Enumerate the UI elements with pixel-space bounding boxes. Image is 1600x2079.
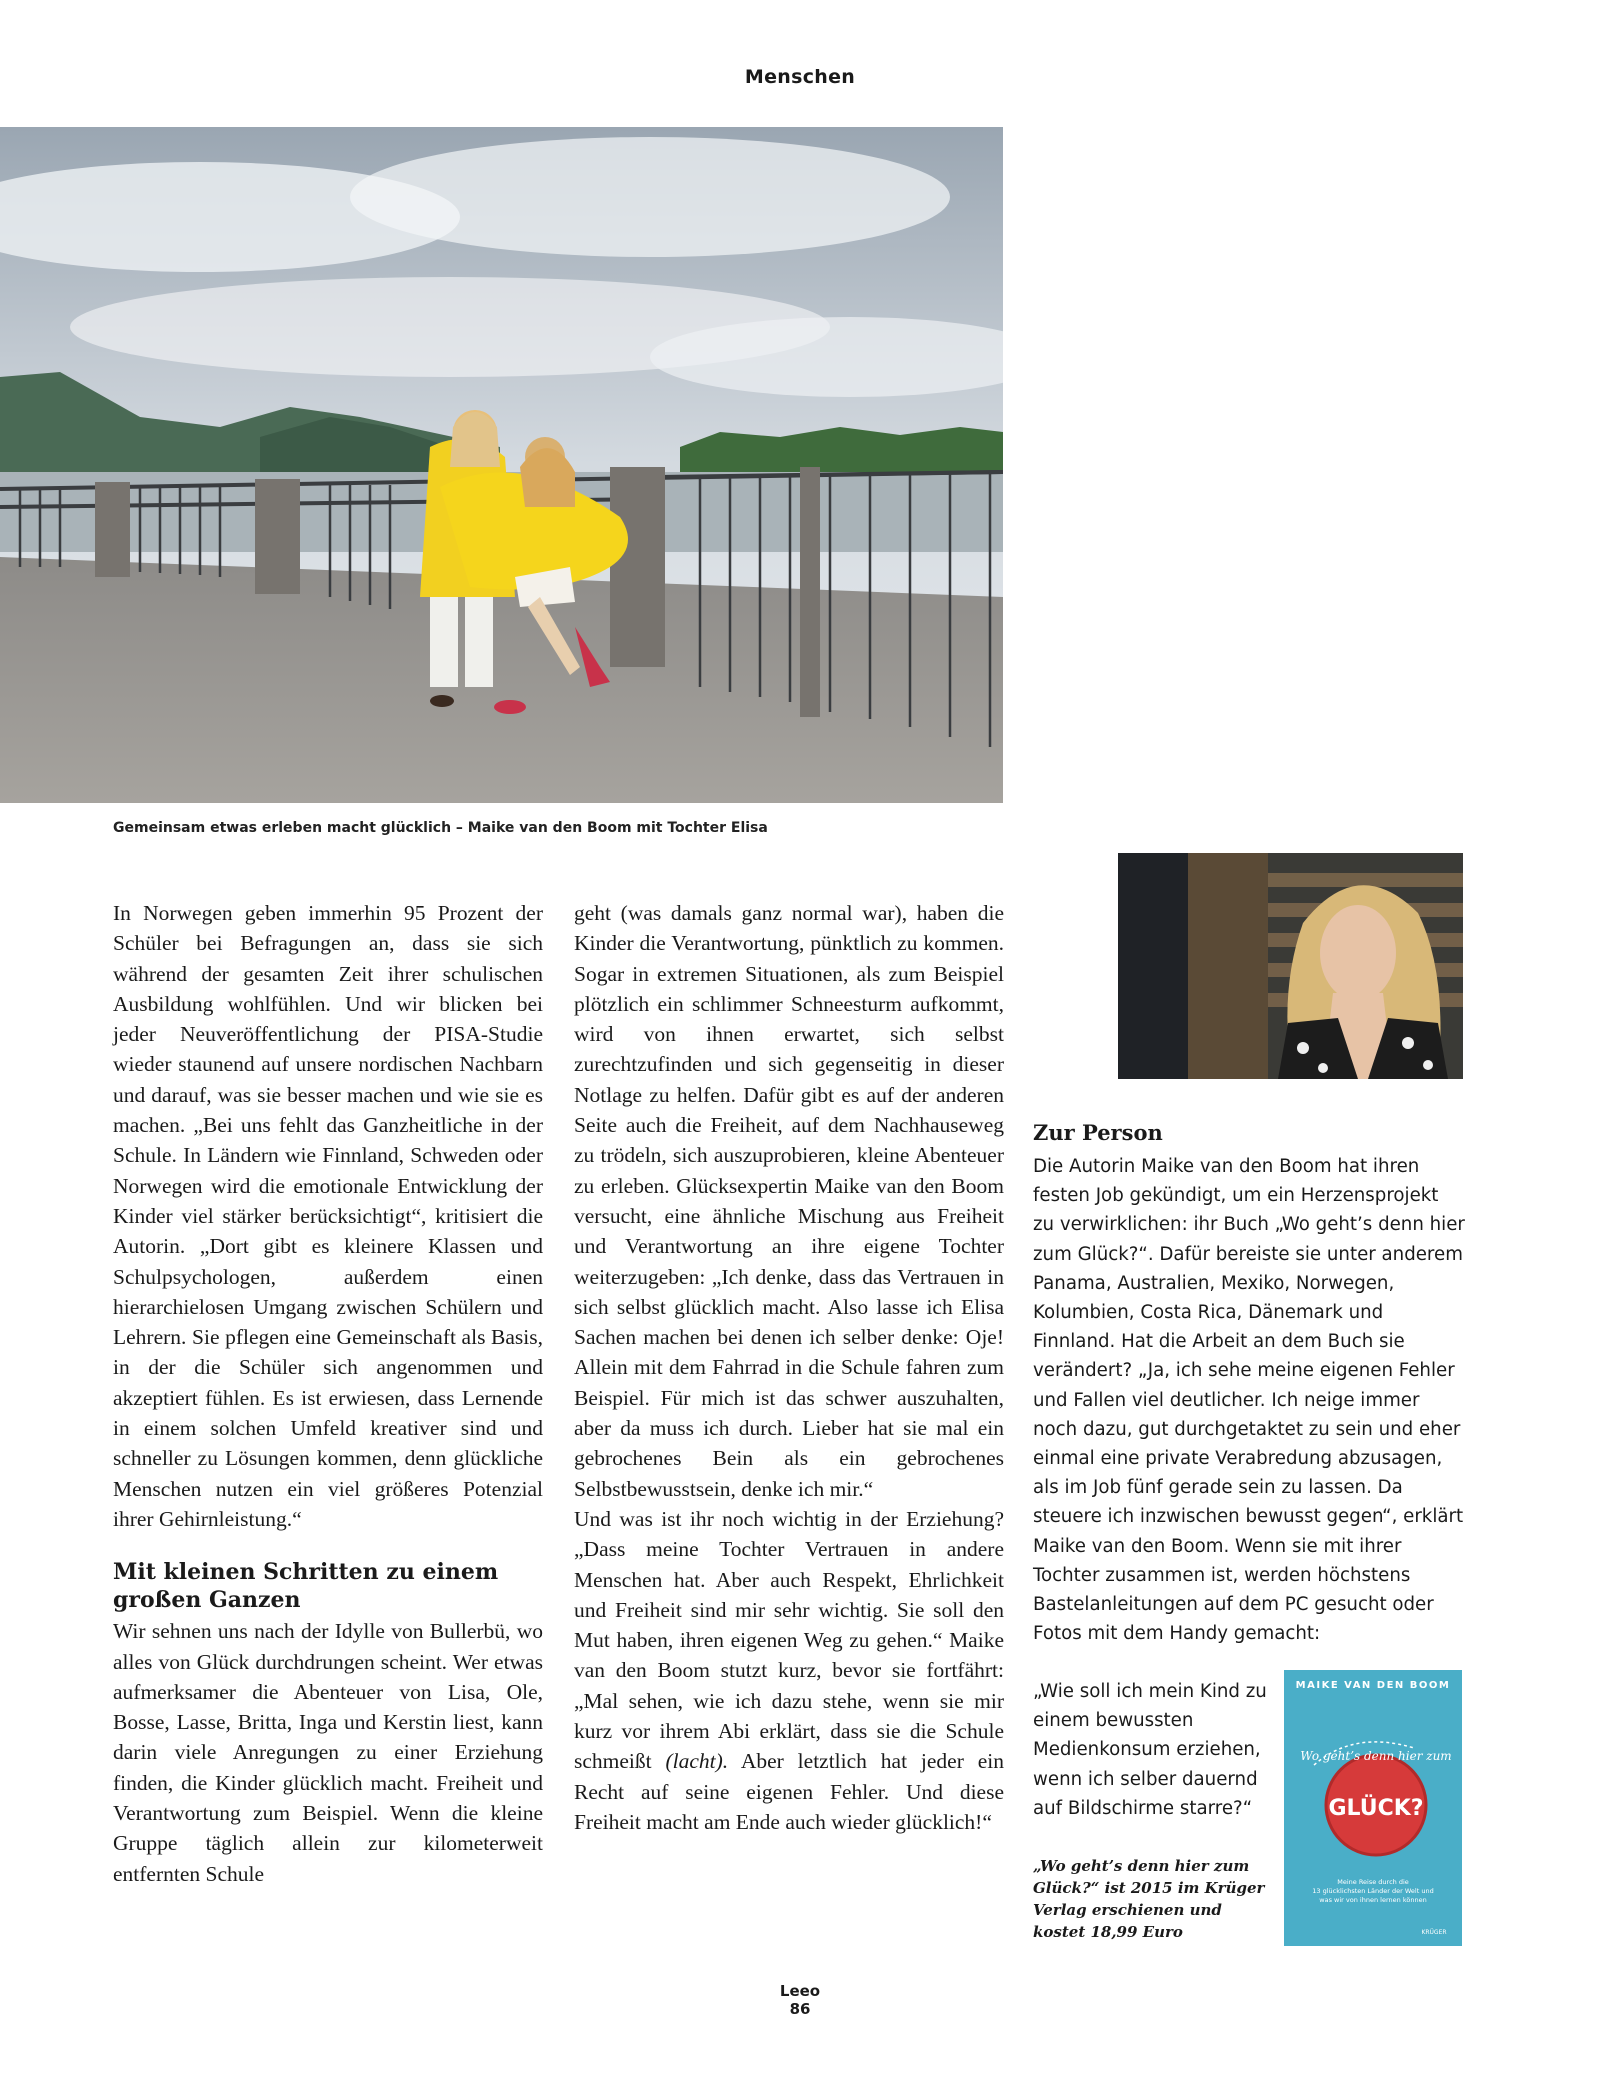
article-paragraph <box>574 1504 1004 1837</box>
sidebar-quote: „Wie soll ich mein Kind zu einem bewussten Medienkonsum erziehen, wenn ich selber dauernd auf Bildschirme starre?“ <box>1033 1681 1267 1819</box>
book-title-script: Wo geht’s denn hier zum <box>1300 1749 1452 1763</box>
section-label: Menschen <box>744 66 856 88</box>
page-number: 86 <box>789 2000 811 2018</box>
sidebar-text <box>1033 1152 1465 1648</box>
page-footer <box>0 1982 1600 2018</box>
article-column-2 <box>574 898 1004 1837</box>
book-author: MAIKE VAN DEN BOOM <box>1295 1680 1451 1691</box>
article-paragraph: geht (was damals ganz normal war), haben die Kinder die Verantwortung, pünktlich zu kommen. Sogar in extremen Situationen, als zum Beispiel plötzlich ein schlimmer Schneesturm aufkommt, wird von ihnen erwartet, sich selbst zurechtzufinden und sich gegenseitig in dieser Notlage zu helfen. Dafür gibt es auf der anderen Seite auch die Freiheit, auf dem Nachhauseweg zu trödeln, sich auszuprobieren, kleine Abenteuer zu erleben. Glücksexpertin Maike van den Boom versucht, eine ähnliche Mischung aus Freiheit und Verantwortung an ihre eigene Tochter weiterzugeben: „Ich denke, dass das Vertrauen in sich selbst glücklich macht. Also lasse ich Elisa Sachen machen bei denen ich selber denke: Oje! Allein mit dem Fahrrad in die Schule fahren zum Beispiel. Für mich ist das schwer auszuhalten, aber da muss ich durch. Lieber hat sie mal ein gebrochenes Bein als ein gebrochenes Selbstbewusstsein, denke ich mir.“ <box>574 901 1004 1501</box>
hero-photo <box>0 127 1003 803</box>
book-subtitle-line1: Meine Reise durch die <box>1337 1878 1409 1886</box>
article-subheading: Mit kleinen Schritten zu einem großen Ganzen <box>113 1559 499 1614</box>
book-title-main: GLÜCK? <box>1328 1796 1424 1821</box>
author-portrait <box>1118 853 1463 1079</box>
article-text: Und was ist ihr noch wichtig in der Erziehung? „Dass meine Tochter Vertrauen in andere Menschen hat. Aber auch Respekt, Ehrlichkeit und Freiheit sind mir sehr wichtig. Sie soll den Mut haben, ihren eigenen Weg zu gehen.“ Maike van den Boom stutzt kurz, bevor sie fortfährt: „Mal sehen, wie ich dazu stehe, wenn sie mir kurz vor ihrem Abi erklärt, dass sie die Schule schmeißt <box>574 1506 1004 1774</box>
book-publisher: KRÜGER <box>1421 1929 1447 1936</box>
article-column-1 <box>113 898 543 1889</box>
article-paragraph: In Norwegen geben immerhin 95 Prozent der Schüler bei Befragungen an, dass sie sich während der gesamten Zeit ihrer schulischen Ausbildung wohlfühlen. Und wir blicken bei jeder Neuveröffentlichung der PISA-Studie wieder staunend auf unsere nordischen Nachbarn und darauf, was sie besser machen und wie sie es machen. „Bei uns fehlt das Ganzheitliche in der Schule. In Ländern wie Finnland, Schweden oder Norwegen wird die emotionale Entwicklung der Kinder viel stärker berücksichtigt“, kritisiert die Autorin. „Dort gibt es kleinere Klassen und Schulpsychologen, außerdem einen hierarchielosen Umgang zwischen Schülern und Lehrern. Sie pflegen eine Gemeinschaft als Basis, in der die Schüler sich angenommen und akzeptiert fühlen. Es ist erwiesen, dass Lernende in einem solchen Umfeld kreativer sind und schneller zu Lösungen kommen, denn glückliche Menschen nutzen ein viel größeres Potenzial ihrer Gehirnleistung.“ <box>113 901 543 1531</box>
book-subtitle-line3: was wir von ihnen lernen können <box>1319 1896 1427 1904</box>
book-subtitle-line2: 13 glücklichsten Länder der Welt und <box>1312 1887 1434 1895</box>
article-aside: (lacht). <box>665 1749 729 1774</box>
sidebar-heading: Zur Person <box>1033 1120 1163 1145</box>
article-text: Aber letztlich hat jeder ein Recht auf seine eigenen Fehler. Und diese Freiheit macht am Ende auch wieder glücklich!“ <box>574 1749 1004 1834</box>
sidebar-paragraph: Die Autorin Maike van den Boom hat ihren festen Job gekündigt, um ein Herzensprojekt zu verwirklichen: ihr Buch „Wo geht’s denn hier zum Glück?“. Dafür bereiste sie unter anderem Panama, Australien, Mexiko, Norwegen, Kolumbien, Costa Rica, Dänemark und Finnland. Hat die Arbeit an dem Buch sie verändert? „Ja, ich sehe meine eigenen Fehler und Fallen viel deutlicher. Ich neige immer noch dazu, gut durchgetaktet zu sein und eher einmal eine private Verabredung abzusagen, als im Job fünf gerade sein zu lassen. Da steuere ich inzwischen bewusst gegen“, erklärt Maike van den Boom. Wenn sie mit ihrer Tochter zusammen ist, werden höchstens Bastelanleitungen auf dem PC gesucht oder Fotos mit dem Handy gemacht: <box>1033 1156 1465 1645</box>
magazine-name: Leeo <box>779 1982 821 2000</box>
article-paragraph: Wir sehnen uns nach der Idylle von Bullerbü, wo alles von Glück durchdrungen scheint. Wer etwas aufmerksamer die Abenteuer von Lisa, Ole, Bosse, Lasse, Britta, Inga und Kerstin liest, kann darin viele Anregungen zu einer Erziehung finden, die Kinder glücklich macht. Freiheit und Verantwortung zum Beispiel. Wenn die kleine Gruppe täglich allein zur kilometerweit entfernten Schule <box>113 1619 543 1886</box>
photo-caption: Gemeinsam etwas erleben macht glücklich – Maike van den Boom mit Tochter Elisa <box>113 820 768 836</box>
book-cover <box>1284 1670 1462 1946</box>
book-note: „Wo geht’s denn hier zum Glück?“ ist 2015 im Krüger Verlag erschienen und kostet 18,99 Euro <box>1033 1857 1265 1941</box>
